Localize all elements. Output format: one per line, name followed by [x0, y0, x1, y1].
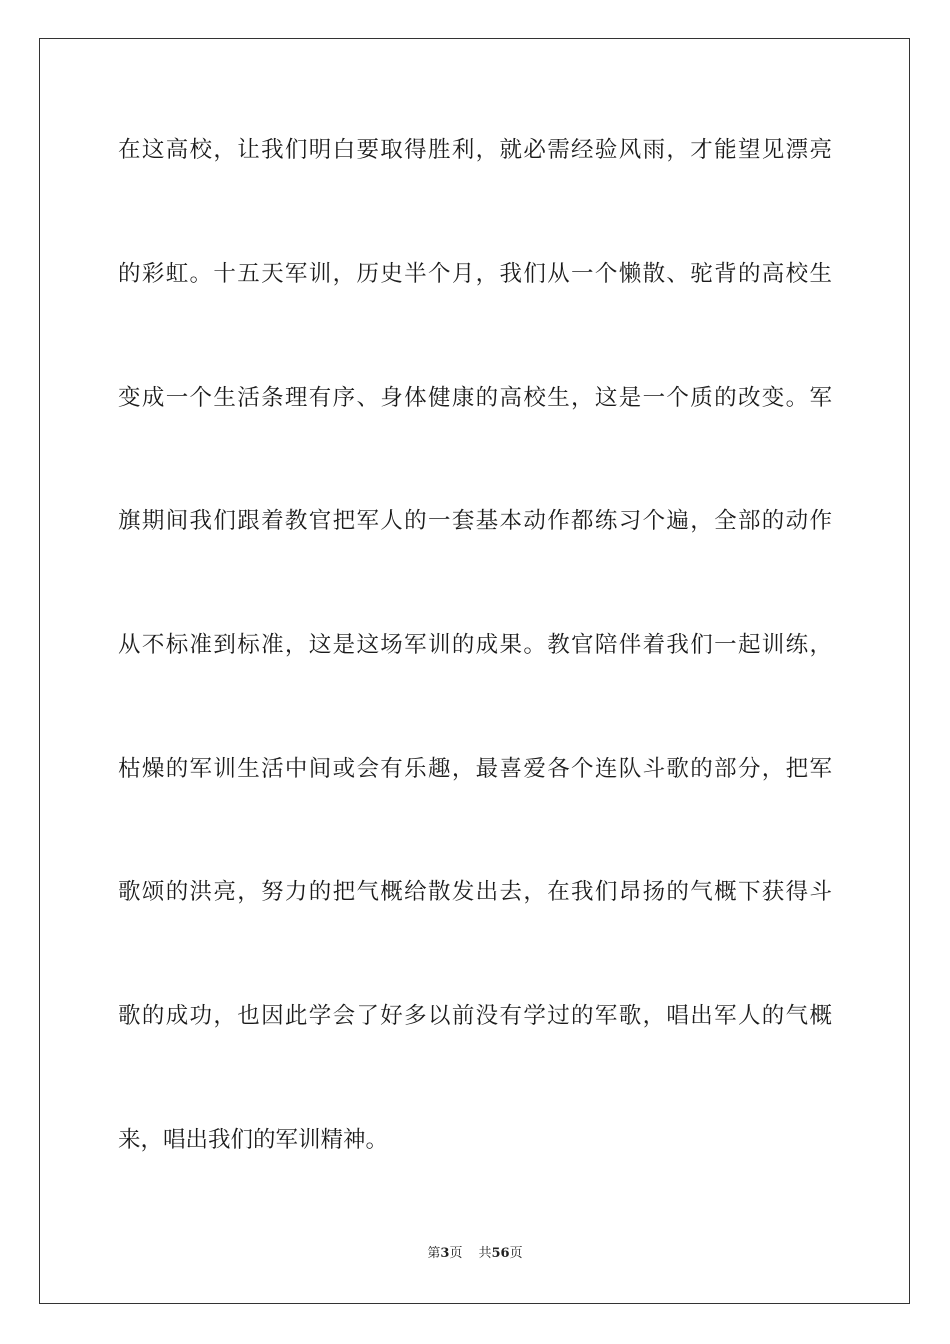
- total-suffix: 页: [509, 1246, 523, 1261]
- body-line-1: 在这高校，让我们明白要取得胜利，就必需经验风雨，才能望见漂亮: [118, 137, 832, 163]
- body-line-5: 从不标准到标准，这是这场军训的成果。教官陪伴着我们一起训练，: [118, 632, 832, 658]
- body-line-2: 的彩虹。十五天军训，历史半个月，我们从一个懒散、驼背的高校生: [118, 261, 832, 287]
- total-prefix: 共: [478, 1246, 492, 1261]
- body-line-4: 旗期间我们跟着教官把军人的一套基本动作都练习个遍，全部的动作: [118, 508, 832, 534]
- body-line-9: 来，唱出我们的军训精神。: [118, 1127, 389, 1153]
- body-line-8: 歌的成功，也因此学会了好多以前没有学过的军歌，唱出军人的气概: [118, 1003, 832, 1029]
- body-line-3: 变成一个生活条理有序、身体健康的高校生，这是一个质的改变。军: [118, 385, 832, 411]
- body-line-6: 枯燥的军训生活中间或会有乐趣，最喜爱各个连队斗歌的部分，把军: [118, 756, 832, 782]
- page-number: 3: [440, 1246, 450, 1261]
- page-suffix: 页: [449, 1246, 463, 1261]
- page-prefix: 第: [427, 1246, 441, 1261]
- page-footer: [0, 1245, 950, 1263]
- total-pages: 56: [491, 1246, 510, 1261]
- body-line-7: 歌颂的洪亮，努力的把气概给散发出去，在我们昂扬的气概下获得斗: [118, 879, 832, 905]
- page-border: [39, 38, 910, 1304]
